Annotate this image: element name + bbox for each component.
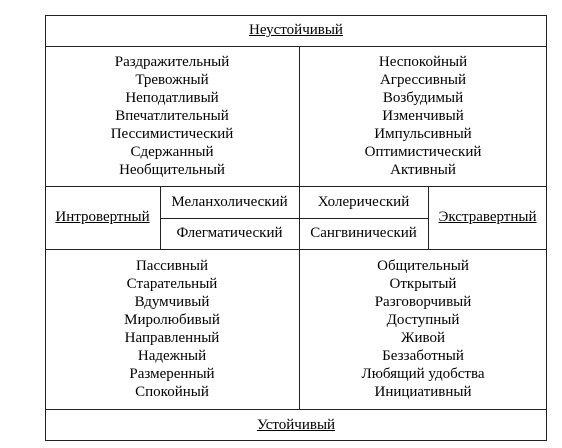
trait-item: Пассивный: [135, 258, 209, 274]
trait-item: Надежный: [137, 348, 207, 364]
trait-item: Агрессивный: [379, 72, 467, 88]
bottom-left-trait-list: [45, 257, 299, 401]
stable-heading: Устойчивый: [256, 416, 336, 433]
trait-item: Разговорчивый: [374, 294, 472, 310]
trait-item: Тревожный: [135, 72, 209, 88]
trait-item: Изменчивый: [382, 108, 464, 124]
trait-item: Неподатливый: [125, 90, 219, 106]
top-left-trait-list: [45, 53, 299, 179]
extravert-label: Экстравертный: [438, 209, 537, 225]
trait-item: Возбудимый: [382, 90, 464, 106]
introvert-label: Интровертный: [55, 209, 150, 225]
trait-item: Доступный: [386, 312, 460, 328]
trait-item: Размеренный: [129, 366, 215, 382]
trait-item: Активный: [390, 162, 456, 178]
trait-item: Общительный: [377, 258, 469, 274]
trait-item: Необщительный: [119, 162, 225, 178]
trait-item: Пессимистический: [110, 126, 234, 142]
trait-item: Впечатлительный: [115, 108, 229, 124]
trait-item: Оптимистический: [364, 144, 482, 160]
unstable-heading: Неустойчивый: [249, 22, 343, 38]
choleric-cell: Холерический: [317, 193, 410, 210]
trait-item: Импульсивный: [374, 126, 472, 142]
trait-item: Раздражительный: [114, 54, 230, 70]
trait-item: Беззаботный: [382, 348, 464, 364]
phlegmatic-cell: Флегматический: [176, 225, 283, 241]
trait-item: Сдержанный: [130, 144, 214, 160]
trait-item: Направленный: [124, 330, 220, 346]
divider-top: [45, 46, 547, 47]
trait-item: Миролюбивый: [124, 312, 220, 328]
trait-item: Вдумчивый: [134, 294, 210, 310]
sanguine-cell: Сангвинический: [310, 225, 417, 241]
bottom-right-trait-list: [299, 257, 547, 401]
trait-item: Любящий удобства: [361, 366, 485, 382]
top-right-trait-list: [299, 53, 547, 179]
trait-item: Инициативный: [374, 384, 472, 400]
trait-item: Неспокойный: [378, 54, 468, 70]
trait-item: Старательный: [126, 276, 218, 292]
trait-item: Спокойный: [135, 384, 209, 400]
melancholic-cell: Меланхолический: [171, 193, 288, 210]
trait-item: Живой: [401, 330, 445, 346]
trait-item: Открытый: [389, 276, 457, 292]
divider-lower-middle: [45, 249, 547, 250]
